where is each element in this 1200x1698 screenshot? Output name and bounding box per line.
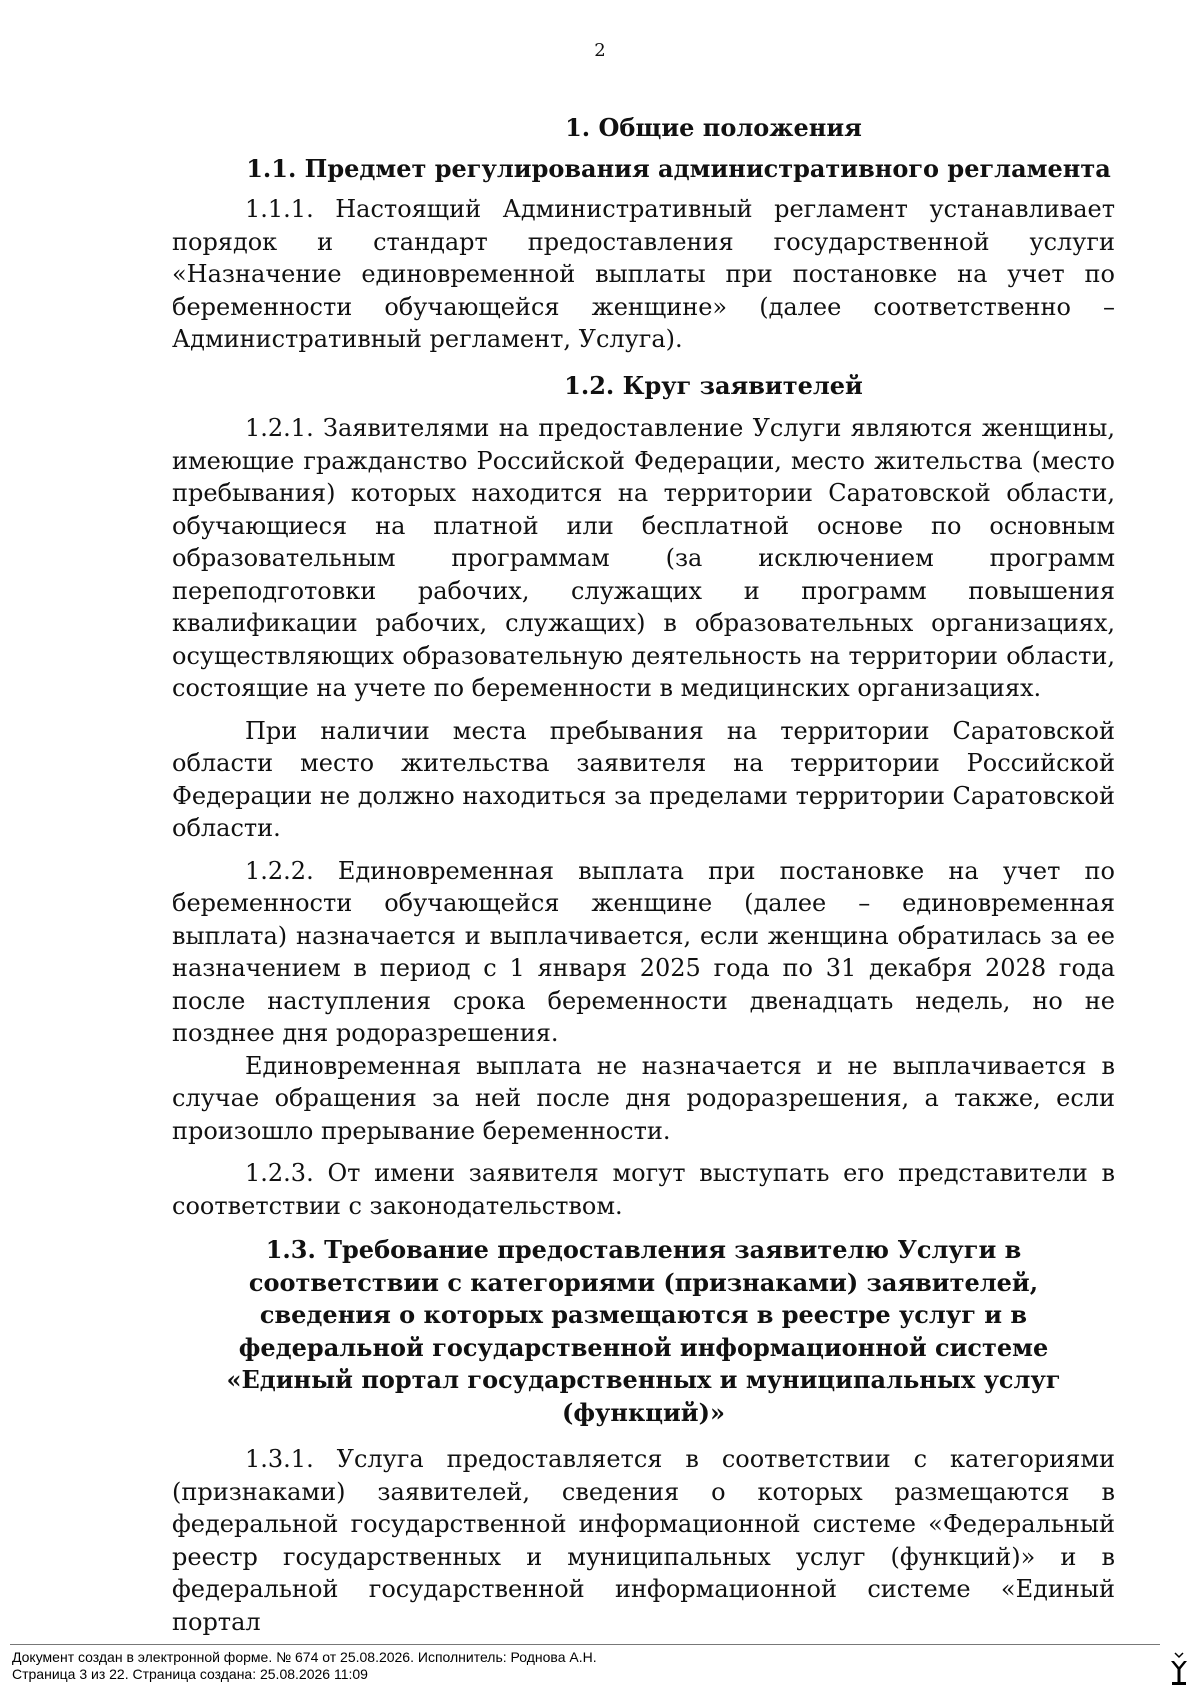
paragraph-1-2-2-exclusion: Единовременная выплата не назначается и не выплачивается в случае обращения за ней после дня родоразрешения, а также, если произошло прерывание беременности. bbox=[172, 1051, 1115, 1145]
paragraph-1-3-1: 1.3.1. Услуга предоставляется в соответствии с категориями (признаками) заявителей, сведения о которых размещаются в федеральной государственной информационной системе «Федеральный реестр государственных и муниципальных услуг (функций)» и в федеральной государственной информационной системе «Единый портал bbox=[172, 1445, 1115, 1636]
footer-line-page: Страница 3 из 22. Страница создана: 25.08.2026 11:09 bbox=[12, 1666, 368, 1682]
document-body bbox=[172, 112, 1115, 1638]
subsection-heading-1-3: 1.3. Требование предоставления заявителю Услуги в соответствии с категориями (признаками) заявителей, сведения о которых размещаются в реестре услуг и в федеральной государственной информационной системе «Единый портал государственных и муниципальных услуг (функций)» bbox=[226, 1235, 1061, 1427]
paragraph-1-1-1: 1.1.1. Настоящий Административный регламент устанавливает порядок и стандарт предоставления государственной услуги «Назначение единовременной выплаты при постановке на учет по беременности обучающейся женщине» (далее соответственно – Административный регламент, Услуга). bbox=[172, 195, 1115, 353]
section-heading: 1. Общие положения bbox=[565, 113, 862, 142]
footer-divider bbox=[10, 1644, 1160, 1645]
paragraph-1-2-3: 1.2.3. От имени заявителя могут выступать его представители в соответствии с законодательством. bbox=[172, 1159, 1115, 1220]
subsection-heading-1-2: 1.2. Круг заявителей bbox=[564, 370, 863, 400]
footer-line-document: Документ создан в электронной форме. № 674 от 25.08.2026. Исполнитель: Роднова А.Н. bbox=[12, 1649, 597, 1665]
emblem-icon bbox=[1168, 1649, 1190, 1687]
subsection-heading-1-1: 1.1. Предмет регулирования административного регламента bbox=[246, 153, 1111, 183]
paragraph-1-2-1-residence: При наличии места пребывания на территории Саратовской области место жительства заявителя на территории Российской Федерации не должно находиться за пределами территории Саратовской области. bbox=[172, 716, 1115, 842]
page-number: 2 bbox=[594, 40, 606, 61]
paragraph-1-2-1: 1.2.1. Заявителями на предоставление Услуги являются женщины, имеющие гражданство Российской Федерации, место жительства (место пребывания) которых находится на территории Саратовской области, обучающиеся на платной или бесплатной основе по основным образовательным программам (за исключением программ переподготовки рабочих, служащих и программ повышения квалификации рабочих, служащих) в образовательных организациях, осуществляющих образовательную деятельность на территории области, состоящие на учете по беременности в медицинских организациях. bbox=[172, 414, 1115, 702]
paragraph-1-2-2: 1.2.2. Единовременная выплата при постановке на учет по беременности обучающейся женщине (далее – единовременная выплата) назначается и выплачивается, если женщина обратилась за ее назначением в период с 1 января 2025 года по 31 декабря 2028 года после наступления срока беременности двенадцать недель, но не позднее дня родоразрешения. bbox=[172, 856, 1115, 1047]
footer bbox=[12, 1649, 597, 1683]
